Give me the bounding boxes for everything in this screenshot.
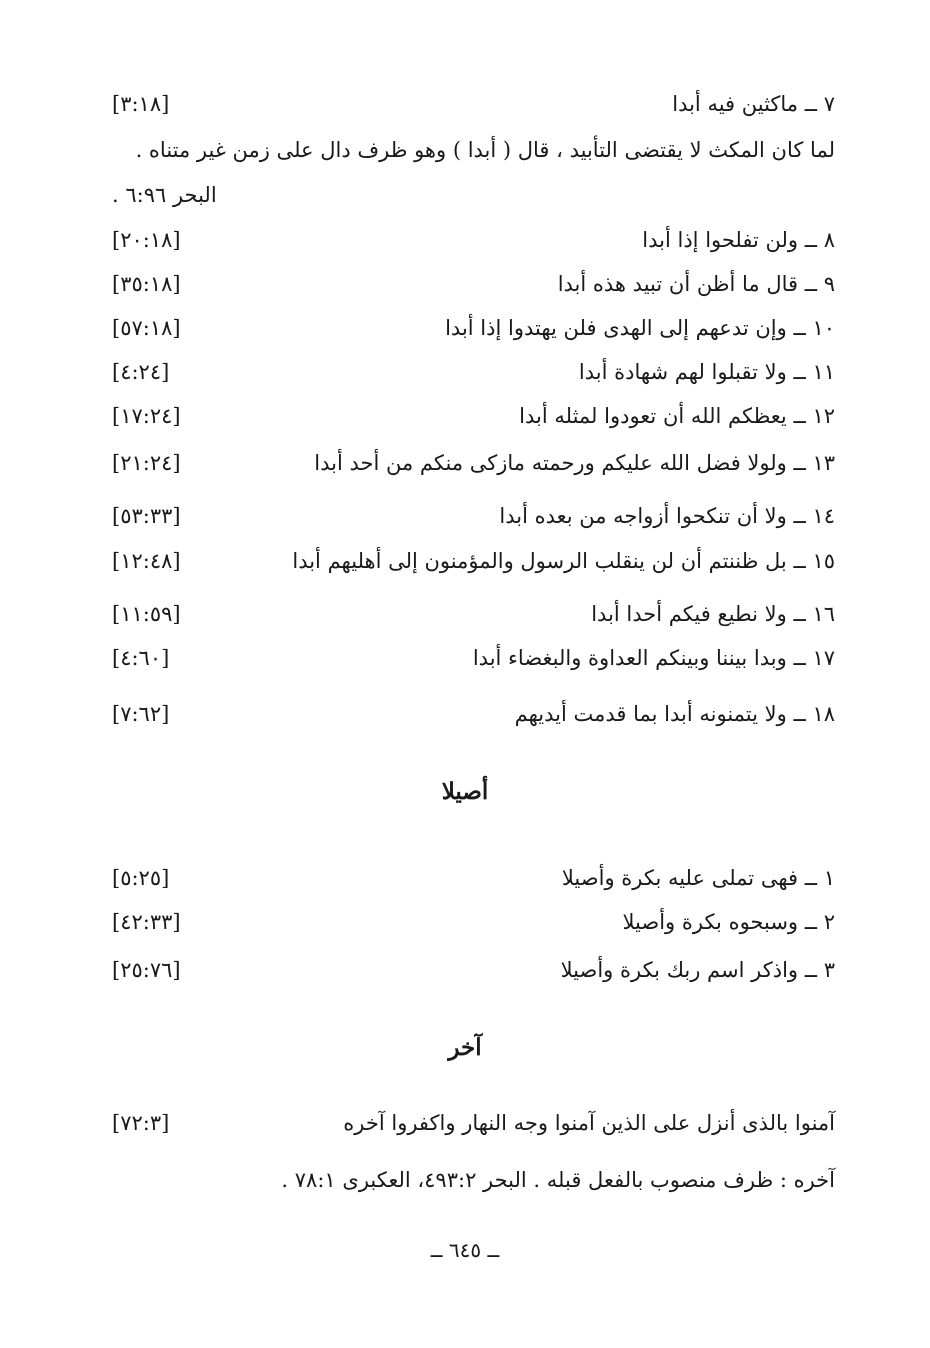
verse-reference: [٢٠:١٨]: [112, 228, 181, 252]
entry-text: ٢ ــ وسبحوه بكرة وأصيلا: [622, 910, 835, 934]
commentary-line: لما كان المكث لا يقتضى التأبيد ، قال ( أبدا ) وهو ظرف دال على زمن غير متناه .: [135, 138, 835, 162]
entry-line: [112, 84, 835, 124]
entry-text: ١ ــ فهى تملى عليه بكرة وأصيلا: [561, 866, 835, 890]
verse-reference: [١١:٥٩]: [112, 602, 181, 626]
entry-line: [112, 858, 835, 898]
page-number: ــ ٦٤٥ ــ: [430, 1238, 500, 1262]
entry-text: ١٤ ــ ولا أن تنكحوا أزواجه من بعده أبدا: [499, 504, 835, 528]
verse-reference: [١٢:٤٨]: [112, 549, 181, 573]
verse-reference: [٤:٦٠]: [112, 646, 170, 670]
entry-text: ١١ ــ ولا تقبلوا لهم شهادة أبدا: [578, 360, 835, 384]
entry-line: [112, 638, 835, 678]
commentary-source: [112, 175, 835, 215]
entry-line: [112, 264, 835, 304]
entry-text: ١٣ ــ ولولا فضل الله عليكم ورحمته مازكى منكم من أحد أبدا: [314, 451, 835, 475]
entry-text: ١٥ ــ بل ظننتم أن لن ينقلب الرسول والمؤمنون إلى أهليهم أبدا: [292, 549, 835, 573]
entry-text: ١٢ ــ يعظكم الله أن تعودوا لمثله أبدا: [519, 404, 835, 428]
entry-text: آمنوا بالذى أنزل على الذين آمنوا وجه النهار واكفروا آخره: [343, 1111, 835, 1135]
entry-line: [112, 496, 835, 536]
verse-reference: [٤٢:٣٣]: [112, 910, 181, 934]
entry-text: ٣ ــ واذكر اسم ربك بكرة وأصيلا: [560, 958, 835, 982]
section-heading: أصيلا: [441, 778, 489, 805]
verse-reference: [٥٣:٣٣]: [112, 504, 181, 528]
entry-text: ١٧ ــ وبدا بيننا وبينكم العداوة والبغضاء أبدا: [472, 646, 835, 670]
verse-reference: [٧:٦٢]: [112, 702, 170, 726]
verse-reference: [٢٥:٧٦]: [112, 958, 181, 982]
entry-text: ١٨ ــ ولا يتمنونه أبدا بما قدمت أيديهم: [514, 702, 835, 726]
entry-line: [112, 443, 835, 483]
verse-reference: [٧٢:٣]: [112, 1111, 170, 1135]
verse-reference: [١٧:٢٤]: [112, 404, 181, 428]
entry-text: ٨ ــ ولن تفلحوا إذا أبدا: [642, 228, 835, 252]
verse-reference: [٥:٢٥]: [112, 866, 170, 890]
commentary-line: آخره : ظرف منصوب بالفعل قبله . البحر ٤٩٣:٢، العكبرى ٧٨:١ .: [281, 1168, 835, 1192]
verse-reference: [٣:١٨]: [112, 92, 170, 116]
entry-line: [112, 352, 835, 392]
verse-reference: [٤:٢٤]: [112, 360, 170, 384]
entry-text: ٩ ــ قال ما أظن أن تبيد هذه أبدا: [557, 272, 835, 296]
entry-line: [112, 594, 835, 634]
verse-reference: [٣٥:١٨]: [112, 272, 181, 296]
entry-line: [112, 950, 835, 990]
entry-line: [112, 396, 835, 436]
entry-text: ٧ ــ ماكثين فيه أبدا: [672, 92, 835, 116]
verse-reference: [٥٧:١٨]: [112, 316, 181, 340]
entry-line: [112, 220, 835, 260]
entry-text: ١٠ ــ وإن تدعهم إلى الهدى فلن يهتدوا إذا أبدا: [445, 316, 835, 340]
entry-line: [112, 902, 835, 942]
entry-line: [112, 308, 835, 348]
verse-reference: [٢١:٢٤]: [112, 451, 181, 475]
entry-line: [112, 541, 835, 581]
entry-line: [112, 1103, 835, 1143]
commentary-source-text: البحر ٦:٩٦ .: [112, 183, 217, 207]
section-heading: آخر: [448, 1034, 482, 1061]
entry-line: [112, 694, 835, 734]
entry-text: ١٦ ــ ولا نطيع فيكم أحدا أبدا: [591, 602, 835, 626]
